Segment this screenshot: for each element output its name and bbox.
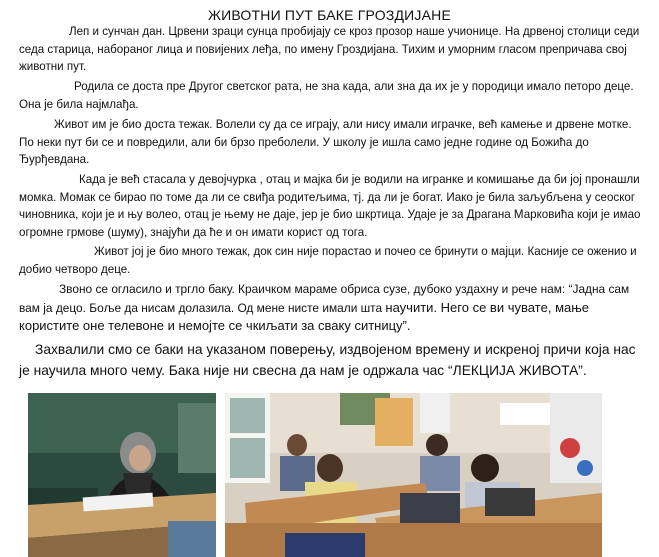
photo-classroom-image: [225, 393, 602, 557]
paragraph-2: Родила се доста пре Другог светског рата, не зна када, али зна да их је у породици имало петоро деце. Она је била најмлађа.: [19, 80, 634, 111]
paragraph-6: [19, 281, 641, 336]
paragraph-7: Захвалили смо се баки на указаном поверењу, издвојеном времену и искреној причи која нас је научила много чему. Бака није ни свесна да нам је одржала час “ЛЕКЦИЈА ЖИВОТА”.: [19, 342, 636, 378]
photo-grandmother: [28, 393, 216, 557]
paragraph-3: Живот им је био доста тежак. Волели су да се играју, али нису имали играчке, већ камење и дрвене мотке. По неки пут би се и повредили, али би брзо преболели. У школу је ишла само једне године од Божића до Ђурђевдана.: [19, 118, 632, 167]
page-title: ЖИВОТНИ ПУТ БАКЕ ГРОЗДИЈАНЕ: [207, 7, 452, 23]
paragraph-5: Живот јој је био много тежак, док син није порастао и почео се бринути о мајци. Касније се оженио и добио четворо деце.: [19, 245, 637, 276]
photo-classroom: [225, 393, 602, 557]
paragraph-6-part-1: Звоно се огласило и тргло баку. Краичком мараме обриса сузе, дубоко уздахну и рече нам: “Јадна сам вам ја децо. Боље да нисам долазила. Од мене нисте имали шта: [19, 282, 630, 315]
photo-grandmother-image: [28, 393, 216, 557]
paragraph-1: Леп и сунчан дан. Црвени зраци сунца пробијају се кроз прозор наше учионице. На дрвеној столици седи седа старица, набораног лица и повијених леђа, по имену Гроздијана. Тихим и уморним гласом препричава свој животни пут.: [19, 25, 640, 74]
paragraph-4: Када је већ стасала у девојчурка , отац и мајка би је водили на игранке и комишање да би јој пронашли момка. Момак се бирао по томе да ли се свиђа родитељима, тј. да ли је богат. Иако је била заљубљена у сеоског чиновника, који је и њу волео, отац је њему не даје, јер је био шкртица. Удаје је за Драгана Марковића који је имао огромне грмове (шуму), знајући да ће и он имати корист од тога.: [19, 173, 641, 240]
paragraph-6-part-2: научити. Него се ви чуватe, мање користите оне телевоне и немојте се чкиљати за сваку ситницу”.: [19, 299, 590, 334]
